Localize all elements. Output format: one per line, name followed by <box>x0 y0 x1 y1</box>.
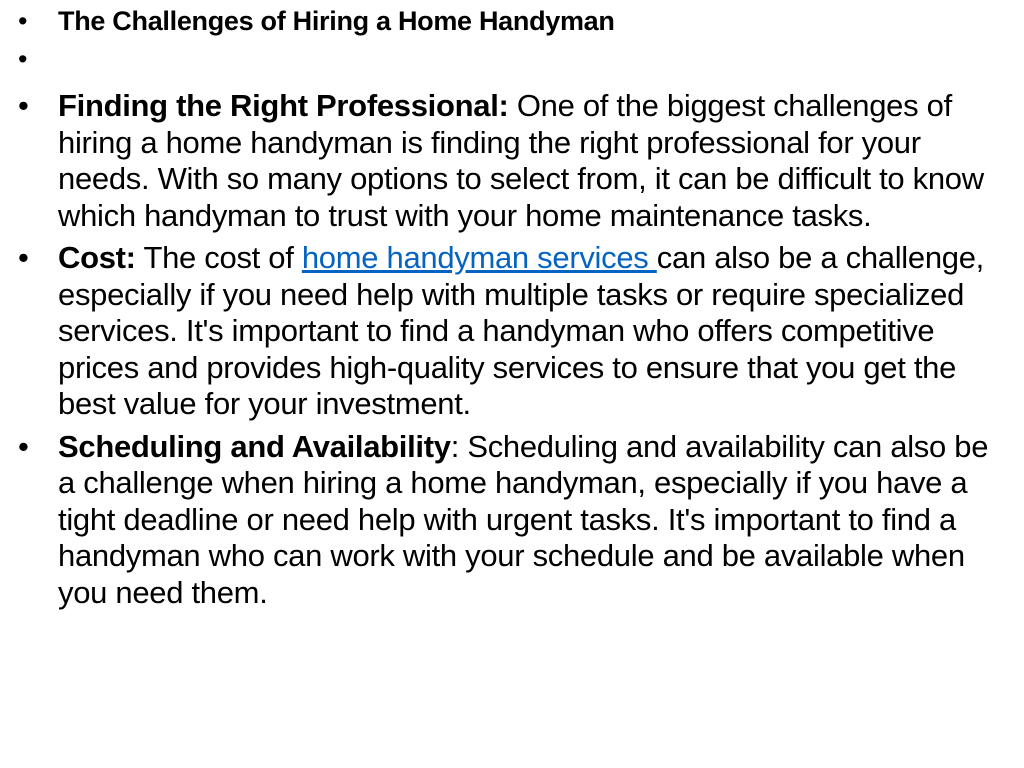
bullet-finding-professional <box>0 88 1010 234</box>
bullet-lead: Finding the Right Professional: <box>58 88 509 123</box>
bullet-scheduling <box>0 429 1010 612</box>
slide-title: The Challenges of Hiring a Home Handyman <box>58 6 615 36</box>
bullet-dot-icon: • <box>18 88 29 123</box>
bullet-empty <box>0 40 1010 88</box>
bullet-lead: Scheduling and Availability <box>58 428 451 464</box>
bullet-title <box>0 2 1010 40</box>
bullet-cost <box>0 240 1010 423</box>
home-handyman-services-link[interactable]: home handyman services <box>301 240 657 275</box>
bullet-text: One of the biggest challenges of hiring a home handyman is finding the right professional for your needs. With so many options to select from, it can be difficult to know which handyman to trust with your home maintenance tasks. <box>58 88 984 233</box>
bullet-dot-icon: • <box>18 240 29 275</box>
bullet-text: The cost of <box>135 240 302 275</box>
bullet-text: can also be a challenge, especially if you need help with multiple tasks or require specialized services. It's important to find a handyman who offers competitive prices and provides high-quality services to ensure that you get the best value for your investment. <box>58 240 984 421</box>
bullet-list <box>0 2 1010 617</box>
bullet-dot-icon: • <box>18 44 28 74</box>
bullet-dot-icon: • <box>18 6 28 36</box>
bullet-text: : Scheduling and availability can also be a challenge when hiring a home handyman, especially if you have a tight deadline or need help with urgent tasks. It's important to find a handyman who can work with your schedule and be available when you need them. <box>58 428 989 610</box>
bullet-lead: Cost: <box>58 240 136 275</box>
bullet-dot-icon: • <box>18 428 29 464</box>
